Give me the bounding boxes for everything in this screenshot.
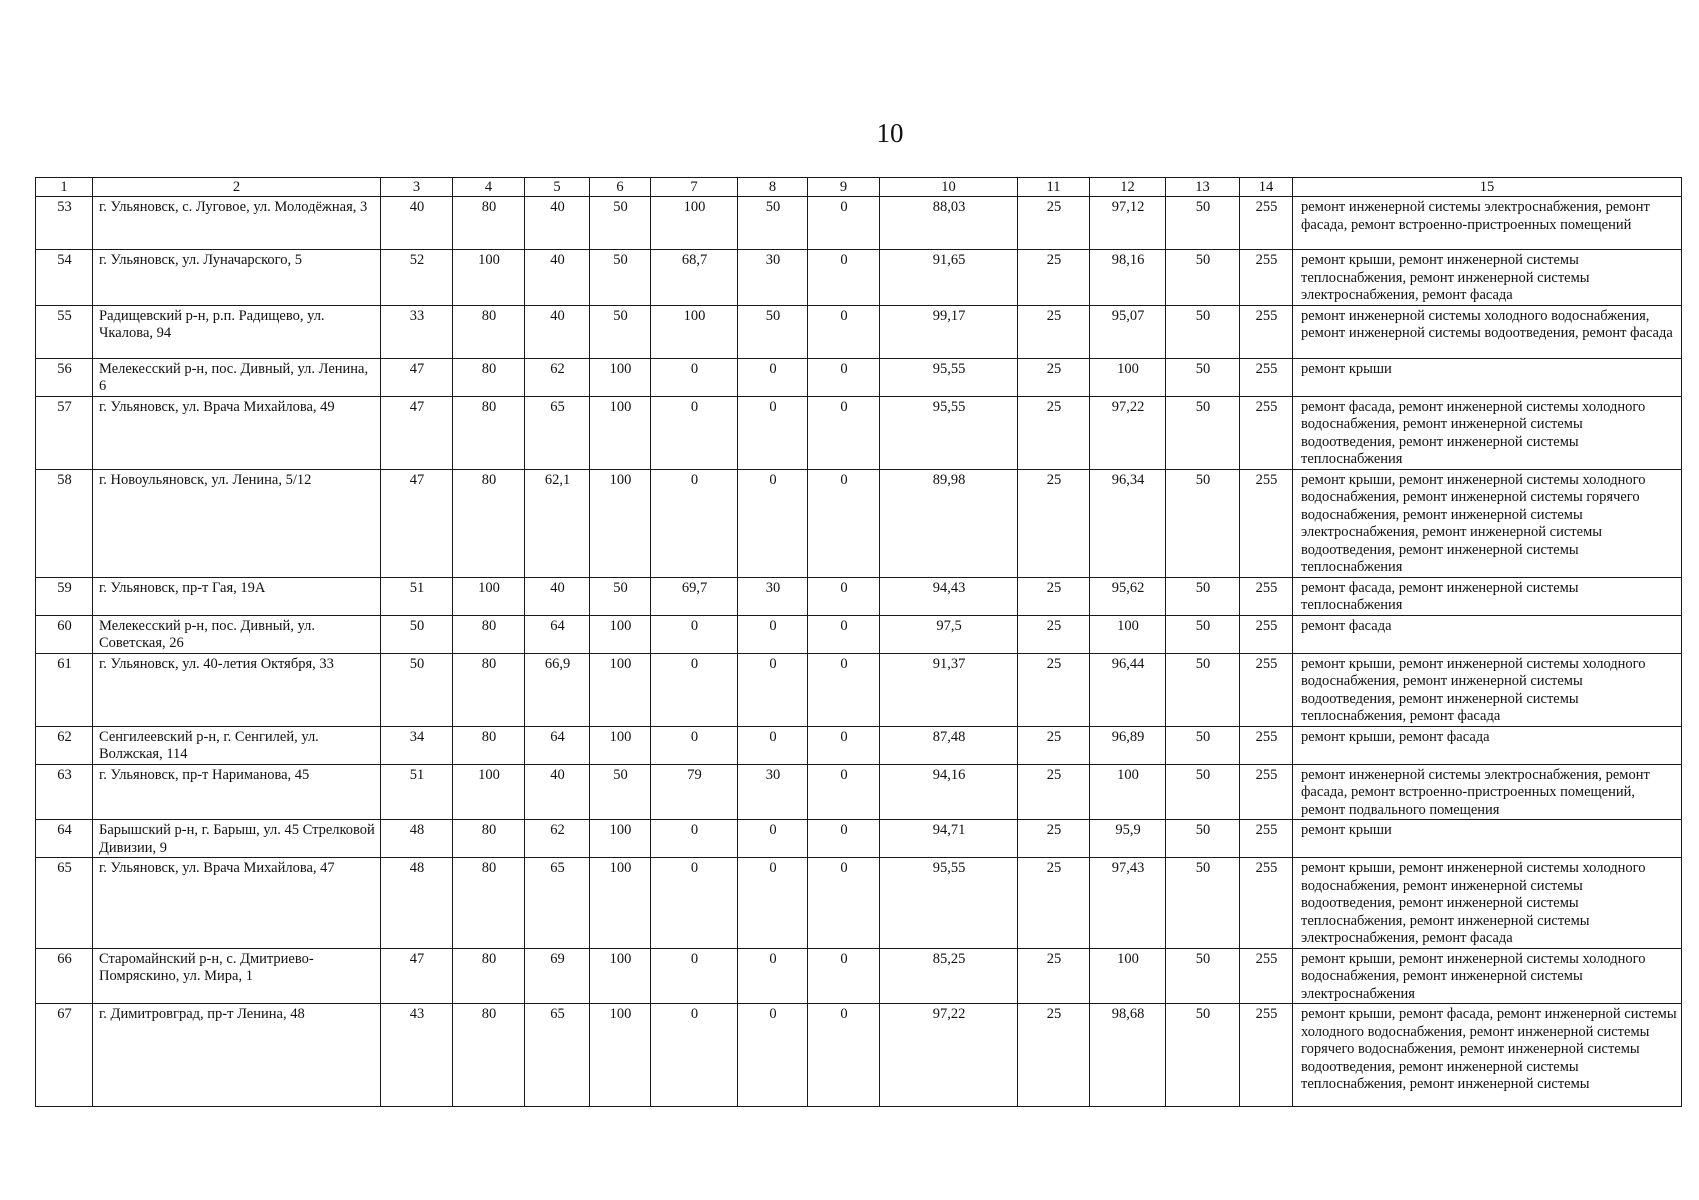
value-cell: 25 — [1018, 469, 1090, 577]
value-cell: 91,37 — [880, 653, 1018, 726]
value-cell: 50 — [1166, 469, 1240, 577]
value-cell: 50 — [738, 197, 808, 250]
column-number-cell: 2 — [93, 178, 381, 197]
table-row — [36, 764, 1682, 820]
value-cell: 80 — [453, 820, 525, 858]
works-description-cell: ремонт инженерной системы холодного водоснабжения, ремонт инженерной системы водоотведения, ремонт фасада — [1293, 305, 1682, 358]
value-cell: 50 — [590, 250, 651, 306]
row-number-cell: 65 — [36, 858, 93, 949]
column-number-cell: 4 — [453, 178, 525, 197]
value-cell: 25 — [1018, 577, 1090, 615]
value-cell: 0 — [651, 396, 738, 469]
value-cell: 0 — [808, 577, 880, 615]
value-cell: 80 — [453, 726, 525, 764]
table-row — [36, 358, 1682, 396]
value-cell: 97,22 — [880, 1004, 1018, 1107]
value-cell: 69 — [525, 948, 590, 1004]
value-cell: 50 — [1166, 948, 1240, 1004]
value-cell: 51 — [381, 577, 453, 615]
value-cell: 100 — [453, 577, 525, 615]
address-cell: Барышский р-н, г. Барыш, ул. 45 Стрелковой Дивизии, 9 — [93, 820, 381, 858]
value-cell: 100 — [1090, 615, 1166, 653]
value-cell: 0 — [738, 820, 808, 858]
registry-table — [35, 177, 1682, 1107]
value-cell: 100 — [590, 726, 651, 764]
value-cell: 255 — [1240, 396, 1293, 469]
works-description-cell: ремонт крыши, ремонт фасада — [1293, 726, 1682, 764]
value-cell: 0 — [651, 469, 738, 577]
value-cell: 255 — [1240, 577, 1293, 615]
value-cell: 255 — [1240, 726, 1293, 764]
table-row — [36, 469, 1682, 577]
value-cell: 100 — [590, 469, 651, 577]
column-number-cell: 1 — [36, 178, 93, 197]
value-cell: 25 — [1018, 820, 1090, 858]
value-cell: 0 — [651, 615, 738, 653]
row-number-cell: 60 — [36, 615, 93, 653]
value-cell: 50 — [1166, 358, 1240, 396]
value-cell: 65 — [525, 858, 590, 949]
value-cell: 94,16 — [880, 764, 1018, 820]
value-cell: 68,7 — [651, 250, 738, 306]
works-description-cell: ремонт инженерной системы электроснабжения, ремонт фасада, ремонт встроенно-пристроенных помещений, ремонт подвального помещения — [1293, 764, 1682, 820]
value-cell: 100 — [651, 305, 738, 358]
value-cell: 255 — [1240, 469, 1293, 577]
value-cell: 50 — [1166, 764, 1240, 820]
value-cell: 0 — [651, 726, 738, 764]
value-cell: 100 — [1090, 948, 1166, 1004]
address-cell: Старомайнский р-н, с. Дмитриево-Помряскино, ул. Мира, 1 — [93, 948, 381, 1004]
value-cell: 65 — [525, 396, 590, 469]
value-cell: 25 — [1018, 764, 1090, 820]
value-cell: 47 — [381, 358, 453, 396]
column-number-cell: 5 — [525, 178, 590, 197]
value-cell: 0 — [808, 726, 880, 764]
value-cell: 255 — [1240, 653, 1293, 726]
works-description-cell: ремонт крыши, ремонт инженерной системы холодного водоснабжения, ремонт инженерной системы электроснабжения — [1293, 948, 1682, 1004]
value-cell: 79 — [651, 764, 738, 820]
value-cell: 0 — [738, 615, 808, 653]
value-cell: 0 — [808, 615, 880, 653]
value-cell: 64 — [525, 615, 590, 653]
table-row — [36, 197, 1682, 250]
value-cell: 0 — [808, 358, 880, 396]
value-cell: 100 — [1090, 764, 1166, 820]
column-number-cell: 14 — [1240, 178, 1293, 197]
value-cell: 48 — [381, 858, 453, 949]
value-cell: 30 — [738, 764, 808, 820]
value-cell: 95,55 — [880, 358, 1018, 396]
value-cell: 98,16 — [1090, 250, 1166, 306]
value-cell: 80 — [453, 358, 525, 396]
value-cell: 50 — [590, 577, 651, 615]
address-cell: Мелекесский р-н, пос. Дивный, ул. Советская, 26 — [93, 615, 381, 653]
value-cell: 0 — [738, 396, 808, 469]
registry-table-body — [36, 178, 1682, 1107]
column-number-cell: 11 — [1018, 178, 1090, 197]
value-cell: 0 — [808, 764, 880, 820]
works-description-cell: ремонт крыши — [1293, 820, 1682, 858]
value-cell: 100 — [590, 820, 651, 858]
table-row — [36, 615, 1682, 653]
row-number-cell: 56 — [36, 358, 93, 396]
page-number: 10 — [876, 118, 904, 148]
table-row — [36, 577, 1682, 615]
address-cell: Радищевский р-н, р.п. Радищево, ул. Чкалова, 94 — [93, 305, 381, 358]
row-number-cell: 59 — [36, 577, 93, 615]
value-cell: 255 — [1240, 250, 1293, 306]
column-number-cell: 7 — [651, 178, 738, 197]
value-cell: 80 — [453, 197, 525, 250]
table-row — [36, 653, 1682, 726]
value-cell: 25 — [1018, 250, 1090, 306]
column-number-cell: 15 — [1293, 178, 1682, 197]
value-cell: 95,55 — [880, 858, 1018, 949]
value-cell: 80 — [453, 305, 525, 358]
value-cell: 100 — [590, 396, 651, 469]
value-cell: 25 — [1018, 358, 1090, 396]
column-number-row — [36, 178, 1682, 197]
works-description-cell: ремонт крыши, ремонт инженерной системы холодного водоснабжения, ремонт инженерной системы горячего водоснабжения, ремонт инженерной системы электроснабжения, ремонт инженерной системы водоотведения, ремонт инженерной системы теплоснабжения — [1293, 469, 1682, 577]
value-cell: 65 — [525, 1004, 590, 1107]
value-cell: 25 — [1018, 615, 1090, 653]
value-cell: 0 — [738, 726, 808, 764]
row-number-cell: 62 — [36, 726, 93, 764]
works-description-cell: ремонт крыши — [1293, 358, 1682, 396]
value-cell: 95,9 — [1090, 820, 1166, 858]
row-number-cell: 63 — [36, 764, 93, 820]
value-cell: 0 — [651, 653, 738, 726]
value-cell: 94,43 — [880, 577, 1018, 615]
table-row — [36, 250, 1682, 306]
value-cell: 100 — [651, 197, 738, 250]
value-cell: 25 — [1018, 948, 1090, 1004]
value-cell: 255 — [1240, 305, 1293, 358]
value-cell: 40 — [525, 197, 590, 250]
row-number-cell: 57 — [36, 396, 93, 469]
table-row — [36, 858, 1682, 949]
value-cell: 25 — [1018, 726, 1090, 764]
address-cell: г. Ульяновск, пр-т Нариманова, 45 — [93, 764, 381, 820]
value-cell: 40 — [525, 577, 590, 615]
column-number-cell: 3 — [381, 178, 453, 197]
value-cell: 97,12 — [1090, 197, 1166, 250]
value-cell: 100 — [1090, 358, 1166, 396]
value-cell: 255 — [1240, 764, 1293, 820]
value-cell: 96,44 — [1090, 653, 1166, 726]
row-number-cell: 58 — [36, 469, 93, 577]
value-cell: 0 — [651, 820, 738, 858]
value-cell: 51 — [381, 764, 453, 820]
works-description-cell: ремонт крыши, ремонт инженерной системы теплоснабжения, ремонт инженерной системы электроснабжения, ремонт фасада — [1293, 250, 1682, 306]
value-cell: 95,62 — [1090, 577, 1166, 615]
value-cell: 100 — [453, 250, 525, 306]
value-cell: 0 — [808, 197, 880, 250]
value-cell: 50 — [1166, 197, 1240, 250]
column-number-cell: 8 — [738, 178, 808, 197]
works-description-cell: ремонт инженерной системы электроснабжения, ремонт фасада, ремонт встроенно-пристроенных помещений — [1293, 197, 1682, 250]
row-number-cell: 55 — [36, 305, 93, 358]
value-cell: 50 — [381, 615, 453, 653]
value-cell: 0 — [808, 469, 880, 577]
value-cell: 0 — [808, 1004, 880, 1107]
value-cell: 0 — [738, 469, 808, 577]
row-number-cell: 53 — [36, 197, 93, 250]
value-cell: 100 — [590, 948, 651, 1004]
address-cell: г. Ульяновск, пр-т Гая, 19А — [93, 577, 381, 615]
value-cell: 62 — [525, 358, 590, 396]
value-cell: 33 — [381, 305, 453, 358]
value-cell: 40 — [525, 250, 590, 306]
value-cell: 50 — [1166, 615, 1240, 653]
value-cell: 100 — [590, 858, 651, 949]
value-cell: 0 — [738, 653, 808, 726]
address-cell: г. Ульяновск, ул. Луначарского, 5 — [93, 250, 381, 306]
value-cell: 94,71 — [880, 820, 1018, 858]
value-cell: 96,89 — [1090, 726, 1166, 764]
table-row — [36, 948, 1682, 1004]
value-cell: 255 — [1240, 615, 1293, 653]
value-cell: 25 — [1018, 653, 1090, 726]
value-cell: 40 — [525, 764, 590, 820]
table-row — [36, 305, 1682, 358]
value-cell: 98,68 — [1090, 1004, 1166, 1107]
column-number-cell: 12 — [1090, 178, 1166, 197]
address-cell: г. Ульяновск, ул. 40-летия Октября, 33 — [93, 653, 381, 726]
value-cell: 34 — [381, 726, 453, 764]
value-cell: 0 — [651, 948, 738, 1004]
value-cell: 0 — [738, 358, 808, 396]
value-cell: 0 — [808, 820, 880, 858]
value-cell: 88,03 — [880, 197, 1018, 250]
row-number-cell: 66 — [36, 948, 93, 1004]
value-cell: 47 — [381, 396, 453, 469]
value-cell: 48 — [381, 820, 453, 858]
value-cell: 255 — [1240, 858, 1293, 949]
value-cell: 47 — [381, 469, 453, 577]
works-description-cell: ремонт крыши, ремонт инженерной системы холодного водоснабжения, ремонт инженерной системы водоотведения, ремонт инженерной системы теплоснабжения, ремонт фасада — [1293, 653, 1682, 726]
row-number-cell: 61 — [36, 653, 93, 726]
value-cell: 100 — [590, 653, 651, 726]
address-cell: Сенгилеевский р-н, г. Сенгилей, ул. Волжская, 114 — [93, 726, 381, 764]
value-cell: 40 — [525, 305, 590, 358]
value-cell: 47 — [381, 948, 453, 1004]
value-cell: 255 — [1240, 820, 1293, 858]
value-cell: 97,43 — [1090, 858, 1166, 949]
value-cell: 50 — [1166, 858, 1240, 949]
value-cell: 0 — [651, 858, 738, 949]
value-cell: 0 — [738, 948, 808, 1004]
value-cell: 52 — [381, 250, 453, 306]
value-cell: 0 — [808, 948, 880, 1004]
value-cell: 97,22 — [1090, 396, 1166, 469]
value-cell: 255 — [1240, 1004, 1293, 1107]
value-cell: 87,48 — [880, 726, 1018, 764]
value-cell: 50 — [590, 305, 651, 358]
value-cell: 0 — [651, 1004, 738, 1107]
value-cell: 80 — [453, 858, 525, 949]
value-cell: 50 — [1166, 1004, 1240, 1107]
value-cell: 0 — [651, 358, 738, 396]
address-cell: г. Ульяновск, с. Луговое, ул. Молодёжная, 3 — [93, 197, 381, 250]
table-row — [36, 820, 1682, 858]
value-cell: 50 — [1166, 396, 1240, 469]
column-number-cell: 10 — [880, 178, 1018, 197]
value-cell: 100 — [590, 358, 651, 396]
value-cell: 69,7 — [651, 577, 738, 615]
value-cell: 80 — [453, 653, 525, 726]
value-cell: 50 — [1166, 653, 1240, 726]
value-cell: 85,25 — [880, 948, 1018, 1004]
value-cell: 30 — [738, 250, 808, 306]
value-cell: 0 — [808, 653, 880, 726]
table-row — [36, 726, 1682, 764]
registry-table-container — [35, 177, 1677, 1107]
value-cell: 0 — [808, 305, 880, 358]
value-cell: 255 — [1240, 358, 1293, 396]
column-number-cell: 9 — [808, 178, 880, 197]
value-cell: 62,1 — [525, 469, 590, 577]
value-cell: 80 — [453, 469, 525, 577]
value-cell: 0 — [738, 858, 808, 949]
address-cell: Мелекесский р-н, пос. Дивный, ул. Ленина, 6 — [93, 358, 381, 396]
value-cell: 96,34 — [1090, 469, 1166, 577]
table-row — [36, 1004, 1682, 1107]
value-cell: 25 — [1018, 197, 1090, 250]
value-cell: 25 — [1018, 396, 1090, 469]
value-cell: 80 — [453, 615, 525, 653]
address-cell: г. Ульяновск, ул. Врача Михайлова, 47 — [93, 858, 381, 949]
value-cell: 0 — [808, 250, 880, 306]
value-cell: 95,07 — [1090, 305, 1166, 358]
value-cell: 0 — [808, 396, 880, 469]
value-cell: 95,55 — [880, 396, 1018, 469]
row-number-cell: 67 — [36, 1004, 93, 1107]
value-cell: 25 — [1018, 858, 1090, 949]
value-cell: 100 — [453, 764, 525, 820]
table-row — [36, 396, 1682, 469]
value-cell: 50 — [1166, 577, 1240, 615]
value-cell: 40 — [381, 197, 453, 250]
value-cell: 99,17 — [880, 305, 1018, 358]
address-cell: г. Новоульяновск, ул. Ленина, 5/12 — [93, 469, 381, 577]
value-cell: 80 — [453, 948, 525, 1004]
value-cell: 97,5 — [880, 615, 1018, 653]
value-cell: 100 — [590, 1004, 651, 1107]
works-description-cell: ремонт фасада, ремонт инженерной системы холодного водоснабжения, ремонт инженерной системы водоотведения, ремонт инженерной системы теплоснабжения — [1293, 396, 1682, 469]
value-cell: 25 — [1018, 305, 1090, 358]
column-number-cell: 13 — [1166, 178, 1240, 197]
value-cell: 50 — [1166, 820, 1240, 858]
works-description-cell: ремонт крыши, ремонт фасада, ремонт инженерной системы холодного водоснабжения, ремонт инженерной системы горячего водоснабжения, ремонт инженерной системы водоотведения, ремонт инженерной системы теплоснабжения, ремонт инженерной системы — [1293, 1004, 1682, 1107]
column-number-cell: 6 — [590, 178, 651, 197]
value-cell: 50 — [590, 197, 651, 250]
value-cell: 91,65 — [880, 250, 1018, 306]
value-cell: 50 — [381, 653, 453, 726]
value-cell: 43 — [381, 1004, 453, 1107]
row-number-cell: 64 — [36, 820, 93, 858]
value-cell: 50 — [1166, 250, 1240, 306]
value-cell: 50 — [1166, 305, 1240, 358]
value-cell: 62 — [525, 820, 590, 858]
value-cell: 255 — [1240, 948, 1293, 1004]
value-cell: 25 — [1018, 1004, 1090, 1107]
value-cell: 80 — [453, 396, 525, 469]
row-number-cell: 54 — [36, 250, 93, 306]
value-cell: 30 — [738, 577, 808, 615]
value-cell: 0 — [808, 858, 880, 949]
works-description-cell: ремонт крыши, ремонт инженерной системы холодного водоснабжения, ремонт инженерной системы водоотведения, ремонт инженерной системы теплоснабжения, ремонт инженерной системы электроснабжения, ремонт фасада — [1293, 858, 1682, 949]
value-cell: 100 — [590, 615, 651, 653]
value-cell: 50 — [590, 764, 651, 820]
works-description-cell: ремонт фасада, ремонт инженерной системы теплоснабжения — [1293, 577, 1682, 615]
value-cell: 255 — [1240, 197, 1293, 250]
value-cell: 0 — [738, 1004, 808, 1107]
value-cell: 66,9 — [525, 653, 590, 726]
value-cell: 89,98 — [880, 469, 1018, 577]
value-cell: 80 — [453, 1004, 525, 1107]
value-cell: 50 — [1166, 726, 1240, 764]
address-cell: г. Ульяновск, ул. Врача Михайлова, 49 — [93, 396, 381, 469]
address-cell: г. Димитровград, пр-т Ленина, 48 — [93, 1004, 381, 1107]
value-cell: 50 — [738, 305, 808, 358]
works-description-cell: ремонт фасада — [1293, 615, 1682, 653]
value-cell: 64 — [525, 726, 590, 764]
